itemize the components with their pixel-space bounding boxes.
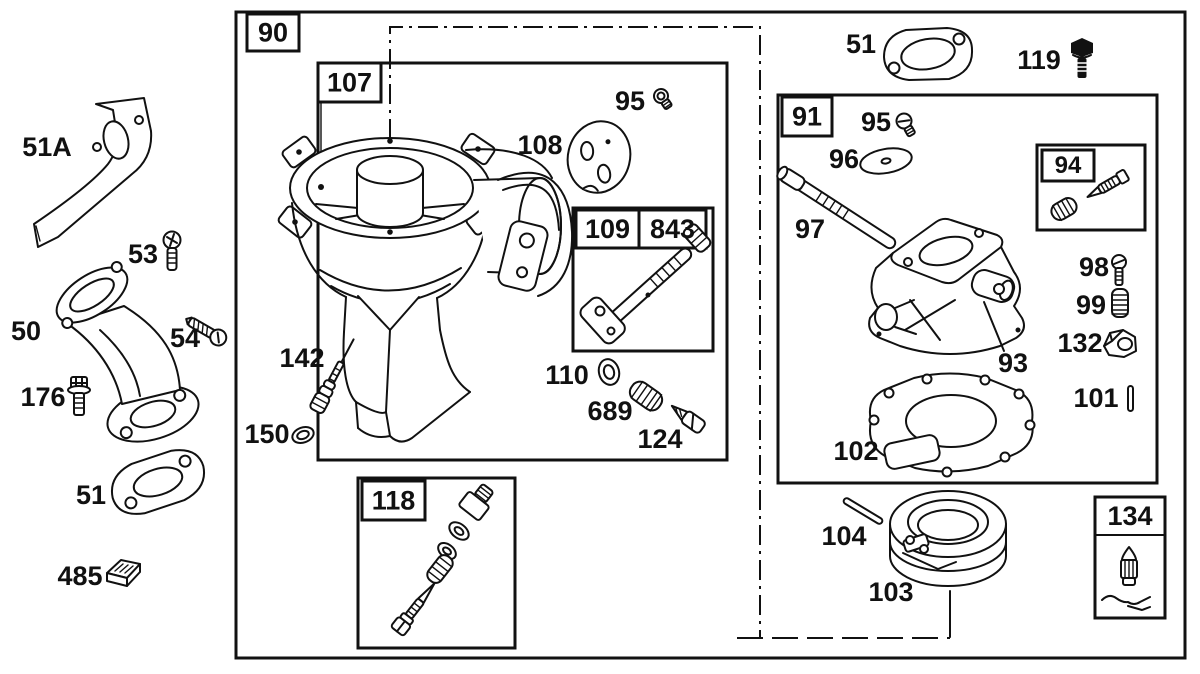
callout-90: 90 — [257, 17, 289, 48]
callout-101: 101 — [1073, 383, 1119, 413]
callout-119: 119 — [1017, 45, 1061, 75]
o-ring-150-drawing — [290, 424, 316, 446]
choke-plate-108-drawing — [560, 115, 638, 200]
callout-176: 176 — [20, 382, 66, 412]
callout-104: 104 — [821, 521, 867, 551]
callout-118: 118 — [371, 485, 416, 516]
clip-485-drawing — [107, 560, 140, 586]
callout-53: 53 — [127, 239, 159, 269]
screw-95-91-drawing — [894, 111, 919, 139]
float-needle-134-drawing — [1102, 547, 1150, 610]
callout-51-left: 51 — [75, 480, 107, 510]
intake-elbow-50-drawing — [47, 256, 206, 452]
diaphragm-102-drawing — [870, 374, 1035, 477]
callout-50: 50 — [10, 316, 42, 346]
choke-screw-95-drawing — [651, 86, 675, 111]
bolt-176-drawing — [68, 377, 90, 415]
callout-485: 485 — [57, 561, 103, 591]
callout-108: 108 — [517, 130, 563, 160]
bolt-53-drawing — [164, 232, 181, 271]
callout-102: 102 — [833, 436, 879, 466]
callout-110: 110 — [545, 360, 589, 390]
gasket-51-top-drawing — [884, 28, 972, 80]
washer-110-drawing — [596, 357, 622, 387]
gasket-51a-drawing — [34, 98, 151, 247]
screw-98-drawing — [1112, 255, 1126, 285]
valve-seat-132-drawing — [1104, 330, 1136, 357]
choke-shaft-97-drawing — [775, 165, 897, 250]
pin-101-drawing — [1128, 386, 1133, 411]
bolt-119-drawing — [1071, 38, 1093, 78]
callout-150: 150 — [244, 419, 290, 449]
callout-124: 124 — [637, 424, 683, 454]
callout-103: 103 — [868, 577, 914, 607]
callout-142: 142 — [279, 343, 325, 373]
callout-51-right: 51 — [845, 29, 877, 59]
float-bowl-103-drawing — [890, 491, 1006, 637]
callout-132: 132 — [1057, 328, 1103, 358]
callout-109: 109 — [584, 214, 631, 244]
washer-96-drawing — [858, 145, 913, 178]
callout-91: 91 — [791, 101, 823, 132]
callout-98: 98 — [1078, 252, 1110, 282]
callout-54: 54 — [169, 323, 201, 353]
callout-51a: 51A — [22, 132, 72, 162]
gasket-51-left-drawing — [104, 443, 211, 521]
callout-134: 134 — [1107, 501, 1153, 531]
spring-99-drawing — [1112, 289, 1128, 317]
callout-689: 689 — [587, 396, 633, 426]
callout-843: 843 — [649, 214, 696, 244]
callout-95-top: 95 — [614, 86, 646, 116]
spring-94-drawing — [1048, 195, 1079, 223]
callout-96: 96 — [828, 144, 860, 174]
callout-94: 94 — [1054, 152, 1082, 179]
callout-95-91: 95 — [860, 107, 892, 137]
group-box-90 — [236, 12, 1185, 658]
callout-99: 99 — [1075, 290, 1107, 320]
callout-93: 93 — [997, 348, 1029, 378]
callout-97: 97 — [794, 214, 826, 244]
callout-107: 107 — [326, 67, 373, 98]
